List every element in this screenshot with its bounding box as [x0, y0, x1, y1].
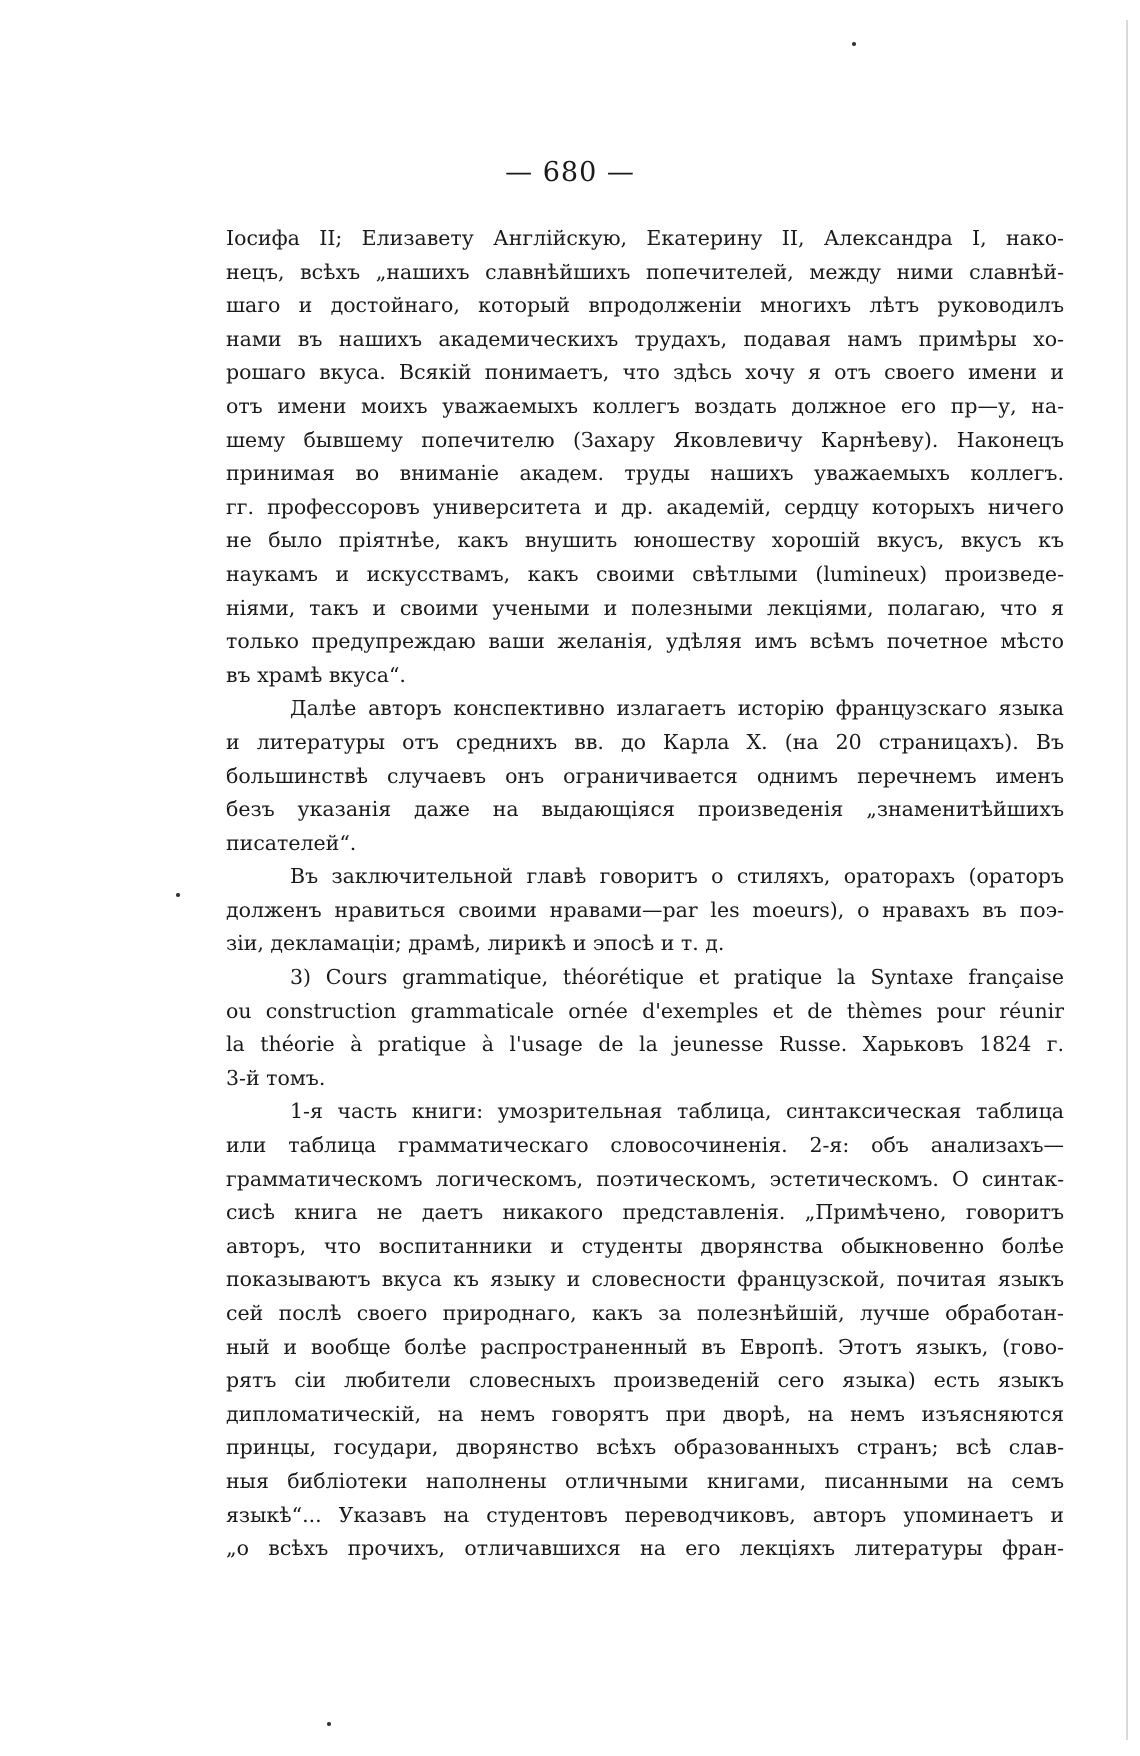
text-line: рятъ сіи любители словесныхъ произведеній сего языка) есть языкъ: [226, 1368, 1064, 1393]
text-line: не было пріятнѣе, какъ внушить юношеству хорошій вкусъ, вкусъ къ: [226, 528, 1064, 553]
scan-edge-line: [1126, 20, 1128, 1740]
text-line: дипломатическій, на немъ говорятъ при дворѣ, на немъ изъясняются: [226, 1401, 1064, 1426]
text-line: отъ имени моихъ уважаемыхъ коллегъ воздать должное его пр—у, на-: [226, 393, 1064, 418]
text-line: „о всѣхъ прочихъ, отличавшихся на его лекціяхъ литературы фран-: [226, 1536, 1064, 1561]
text-line: 1-я часть книги: умозрительная таблица, синтаксическая таблица: [290, 1099, 1064, 1124]
text-line: нами въ нашихъ академическихъ трудахъ, подавая намъ примѣры хо-: [226, 326, 1064, 351]
text-line: только предупреждаю ваши желанія, удѣляя имъ всѣмъ почетное мѣсто: [226, 629, 1064, 654]
text-line: безъ указанія даже на выдающіяся произведенія „знаменитѣйшихъ: [226, 797, 1064, 822]
scan-speck: [176, 893, 180, 897]
text-line: ou construction grammaticale ornée d'exemples et de thèmes pour réunir: [226, 998, 1064, 1023]
text-line: или таблица грамматическаго словосочиненія. 2-я: объ анализахъ—: [226, 1133, 1064, 1158]
text-line: писателей“.: [226, 830, 357, 855]
text-line: наукамъ и искусствамъ, какъ своими свѣтлыми (lumineux) произведе-: [226, 561, 1064, 586]
text-line: нецъ, всѣхъ „нашихъ славнѣйшихъ попечителей, между ними славнѣй-: [226, 259, 1064, 284]
text-line: шаго и достойнаго, который впродолженіи многихъ лѣтъ руководилъ: [226, 293, 1064, 318]
text-line: авторъ, что воспитанники и студенты дворянства обыкновенно болѣе: [226, 1233, 1064, 1258]
scan-speck: [327, 1722, 331, 1726]
text-line: Іосифа II; Елизавету Англійскую, Екатерину II, Александра I, нако-: [226, 226, 1064, 250]
text-line: въ храмѣ вкуса“.: [226, 662, 406, 687]
text-line: ный и вообще болѣе распространенный въ Европѣ. Этотъ языкъ, (гово-: [226, 1334, 1064, 1359]
text-line: принцы, государи, дворянство всѣхъ образованныхъ странъ; всѣ слав-: [226, 1435, 1064, 1460]
text-line: принимая во вниманіе академ. труды нашихъ уважаемыхъ коллегъ.: [226, 461, 1064, 486]
page-number: — 680 —: [505, 157, 635, 188]
text-line: большинствѣ случаевъ онъ ограничивается однимъ перечнемъ именъ: [226, 763, 1064, 788]
text-line: зіи, декламаціи; драмѣ, лирикѣ и эпосѣ и т. д.: [226, 931, 725, 956]
text-line: и литературы отъ среднихъ вв. до Карла X. (на 20 страницахъ). Въ: [226, 729, 1064, 754]
text-line: сисѣ книга не даетъ никакого представленія. „Примѣчено, говоритъ: [226, 1200, 1064, 1225]
text-line: la théorie à pratique à l'usage de la jeunesse Russe. Харьковъ 1824 г.: [226, 1032, 1064, 1057]
text-line: 3-й томъ.: [226, 1065, 326, 1090]
text-line: сей послѣ своего природнаго, какъ за полезнѣйшій, лучше обработан-: [226, 1301, 1064, 1325]
text-line: Далѣе авторъ конспективно излагаетъ исторію французскаго языка: [290, 696, 1064, 721]
text-line: показываютъ вкуса къ языку и словесности французской, почитая языкъ: [226, 1267, 1064, 1292]
text-line: ныя библіотеки наполнены отличными книгами, писанными на семъ: [226, 1468, 1064, 1493]
text-line: языкѣ“... Указавъ на студентовъ переводчиковъ, авторъ упоминаетъ и: [226, 1502, 1064, 1527]
text-line: Въ заключительной главѣ говоритъ о стиляхъ, ораторахъ (ораторъ: [290, 864, 1064, 889]
text-line: 3) Cours grammatique, théorétique et pratique la Syntaxe française: [290, 965, 1064, 990]
text-line: ніями, такъ и своими учеными и полезными лекціями, полагаю, что я: [226, 595, 1064, 620]
text-line: долженъ нравиться своими нравами—par les moeurs), о нравахъ въ поэ-: [226, 897, 1064, 922]
text-line: шему бывшему попечителю (Захару Яковлевичу Карнѣеву). Наконецъ: [226, 427, 1064, 452]
page-body: [226, 222, 1064, 1566]
scan-speck: [852, 42, 856, 46]
text-line: рошаго вкуса. Всякій понимаетъ, что здѣсь хочу я отъ своего имени и: [226, 360, 1064, 385]
text-line: грамматическомъ логическомъ, поэтическомъ, эстетическомъ. О синтак-: [226, 1166, 1064, 1191]
text-line: гг. профессоровъ университета и др. академій, сердцу которыхъ ничего: [226, 494, 1064, 519]
